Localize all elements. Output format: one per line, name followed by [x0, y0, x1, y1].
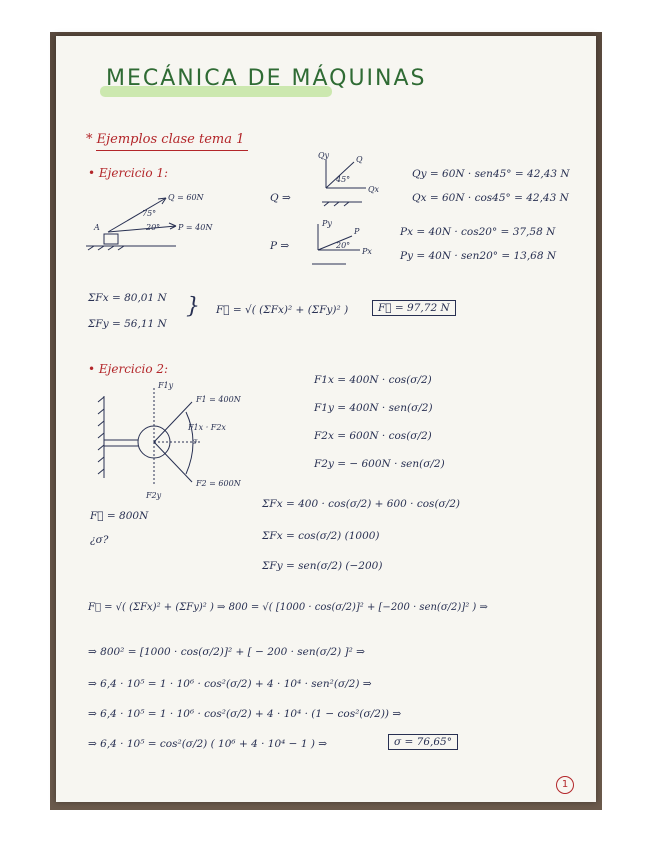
resultant-result-1: F⃗ = 97,72 N	[372, 300, 456, 316]
label-qx: Qx	[368, 185, 380, 194]
f1y-equation: F1y = 400N · sen(σ/2)	[314, 402, 433, 414]
py-equation: Py = 40N · sen20° = 13,68 N	[400, 250, 557, 262]
p-symbol: P ⇒	[270, 240, 290, 252]
label-p-vec: P	[354, 227, 360, 236]
q-component-diagram	[312, 152, 382, 212]
label-f1y: F1y	[158, 381, 174, 390]
derivation-line-4: ⇒ 6,4 · 10⁵ = 1 · 10⁶ · cos²(σ/2) + 4 · 10⁴ · (1 − cos²(σ/2)) ⇒	[88, 708, 402, 720]
exercise-2-diagram	[96, 382, 266, 502]
brace: }	[186, 294, 200, 319]
exercise-2-heading: • Ejercicio 2:	[88, 362, 169, 376]
label-p: P = 40N	[178, 223, 213, 232]
angle-q: 75°	[142, 209, 157, 218]
px-equation: Px = 40N · cos20° = 37,58 N	[400, 226, 556, 238]
q-symbol: Q ⇒	[270, 192, 291, 204]
exercise-1-diagram	[86, 186, 216, 256]
ground-hatch-q	[324, 202, 349, 206]
derivation-line-1: F⃗ = √( (ΣFx)² + (ΣFy)² ) ⇒ 800 = √( [1000 · cos(σ/2)]² + [−200 · sen(σ/2)]² ) ⇒	[88, 602, 488, 613]
sum-fx-2b: ΣFx = cos(σ/2) (1000)	[262, 530, 380, 542]
sum-fx-1: ΣFx = 80,01 N	[88, 292, 167, 304]
page-number: 1	[556, 776, 574, 794]
f2x-equation: F2x = 600N · cos(σ/2)	[314, 430, 432, 442]
force-q-head	[158, 198, 166, 204]
label-a: A	[94, 223, 100, 232]
derivation-line-5: ⇒ 6,4 · 10⁵ = cos²(σ/2) ( 10⁶ + 4 · 10⁴ − 1 ) ⇒	[88, 738, 328, 750]
page-title: MECÁNICA DE MÁQUINAS	[106, 66, 427, 91]
label-sigma: σ	[192, 437, 198, 446]
label-q-vec: Q	[356, 155, 363, 164]
wall-hatch	[98, 397, 104, 474]
final-result: σ = 76,65°	[388, 734, 458, 750]
force-p-arrow	[108, 226, 176, 232]
f1x-equation: F1x = 400N · cos(σ/2)	[314, 374, 432, 386]
angle-20: 20°	[336, 241, 351, 250]
exercise-1-heading: • Ejercicio 1:	[88, 166, 169, 180]
label-f2: F2 = 600N	[196, 479, 241, 488]
qy-equation: Qy = 60N · sen45° = 42,43 N	[412, 168, 570, 180]
section-heading: * Ejemplos clase tema 1	[86, 132, 245, 147]
label-py: Py	[322, 219, 332, 228]
label-qy: Qy	[318, 151, 330, 160]
p-component-diagram	[306, 220, 376, 270]
label-q: Q = 60N	[168, 193, 204, 202]
support-block	[104, 234, 118, 244]
derivation-line-3: ⇒ 6,4 · 10⁵ = 1 · 10⁶ · cos²(σ/2) + 4 · 10⁴ · sen²(σ/2) ⇒	[88, 678, 372, 690]
label-f2y: F2y	[146, 491, 162, 500]
label-px: Px	[362, 247, 372, 256]
derivation-line-2: ⇒ 800² = [1000 · cos(σ/2)]² + [ − 200 · sen(σ/2) ]² ⇒	[88, 646, 365, 658]
angle-45: 45°	[336, 175, 351, 184]
question: ¿σ?	[90, 534, 109, 546]
label-f1: F1 = 400N	[196, 395, 241, 404]
label-fx: F1x · F2x	[188, 423, 226, 432]
sum-fy-2: ΣFy = sen(σ/2) (−200)	[262, 560, 383, 572]
ground-hatch	[88, 246, 124, 250]
given-force: F⃗ = 800N	[90, 510, 149, 522]
force-f2	[154, 442, 192, 482]
qx-equation: Qx = 60N · cos45° = 42,43 N	[412, 192, 569, 204]
f2y-equation: F2y = − 600N · sen(σ/2)	[314, 458, 445, 470]
notebook-page	[56, 36, 596, 802]
sum-fx-2a: ΣFx = 400 · cos(σ/2) + 600 · cos(σ/2)	[262, 498, 461, 510]
section-underline	[96, 150, 248, 151]
angle-p: 20°	[146, 223, 161, 232]
sum-fy-1: ΣFy = 56,11 N	[88, 318, 167, 330]
force-f1	[154, 402, 192, 442]
resultant-formula-1: F⃗ = √( (ΣFx)² + (ΣFy)² )	[216, 304, 349, 316]
